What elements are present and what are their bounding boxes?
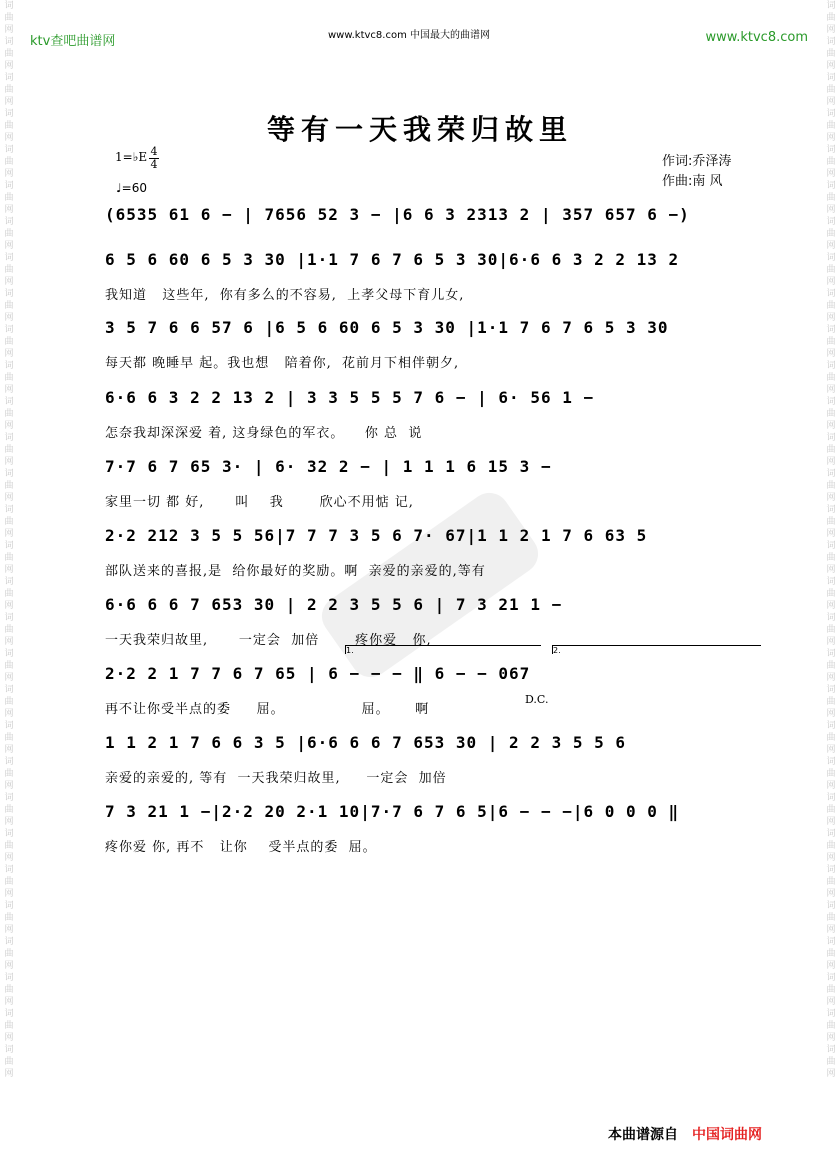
side-watermark-left: 词曲网词曲网词曲网词曲网词曲网词曲网词曲网词曲网词曲网词曲网词曲网词曲网词曲网词曲网词曲网词曲网词曲网词曲网词曲网词曲网词曲网词曲网词曲网词曲网词曲网词曲网词曲网词曲网词曲网词曲网 (4, 1, 14, 1079)
first-ending-bracket (345, 645, 541, 654)
notes-line: 6·6 6 6 7 653 30 | 2 2 3 5 5 6 | 7 3 21 1 − (105, 595, 563, 614)
notes-line: 7 3 21 1 −|2·2 20 2·1 10|7·7 6 7 6 5|6 − − −|6 0 0 0 ‖ (105, 802, 680, 821)
lyrics-line: 怎奈我却深深爱 着, 这身绿色的军衣。 你 总 说 (105, 426, 423, 441)
notes-line: 6 5 6 60 6 5 3 30 |1·1 7 6 7 6 5 3 30|6·6 6 3 2 2 13 2 (105, 250, 680, 269)
header-middle-text: www.ktvc8.com 中国最大的曲谱网 (328, 30, 491, 41)
lyrics-line: 每天都 晚睡早 起。我也想 陪着你, 花前月下相伴朝夕, (105, 356, 460, 371)
footer-source (608, 1124, 762, 1144)
tempo-marking: ♩=60 (116, 181, 147, 195)
lyrics-line: 再不让你受半点的委 屈。 屈。 啊 (105, 702, 430, 717)
lyrics-line: 一天我荣归故里, 一定会 加倍 疼你爱 你, (105, 633, 432, 648)
notes-line: 6·6 6 3 2 2 13 2 | 3 3 5 5 5 7 6 − | 6· 56 1 − (105, 388, 595, 407)
credits (662, 152, 731, 192)
key-signature: 1=♭E (115, 150, 148, 164)
song-title: 等有一天我荣归故里 (266, 113, 573, 146)
lyrics-line: 亲爱的亲爱的, 等有 一天我荣归故里, 一定会 加倍 (105, 771, 447, 786)
notes-line: 3 5 7 6 6 57 6 |6 5 6 60 6 5 3 30 |1·1 7 6 7 6 5 3 30 (105, 318, 669, 337)
lyrics-line: 家里一切 都 好, 叫 我 欣心不用惦 记, (105, 495, 414, 510)
notes-line: 2·2 212 3 5 5 56|7 7 7 3 5 6 7· 67|1 1 2 1 7 6 63 5 (105, 526, 648, 545)
second-ending-label: 2. (553, 646, 561, 655)
header-right-site[interactable]: www.ktvc8.com (705, 30, 808, 45)
lyrics-line: 部队送来的喜报,是 给你最好的奖励。啊 亲爱的亲爱的,等有 (105, 564, 486, 579)
time-signature-top: 4 (150, 145, 158, 158)
notes-line: 1 1 2 1 7 6 6 3 5 |6·6 6 6 7 653 30 | 2 2 3 5 5 6 (105, 733, 627, 752)
notes-line: 2·2 2 1 7 7 6 7 65 | 6 − − − ‖ 6 − − 067 (105, 664, 531, 683)
lyrics-line: 疼你爱 你, 再不 让你 受半点的委 屈。 (105, 840, 377, 855)
second-ending-bracket (552, 645, 761, 654)
time-signature (149, 146, 159, 171)
footer-label: 本曲谱源自 (608, 1127, 678, 1143)
time-signature-bottom: 4 (150, 158, 158, 171)
notes-line: 7·7 6 7 65 3· | 6· 32 2 − | 1 1 1 6 15 3 − (105, 457, 552, 476)
first-ending-label: 1. (346, 646, 354, 655)
lyrics-line: 我知道 这些年, 你有多么的不容易, 上孝父母下育儿女, (105, 288, 465, 303)
lyricist: 作词:乔泽涛 (662, 154, 732, 169)
da-capo-marking: D.C. (525, 693, 549, 706)
footer-site-link[interactable]: 中国词曲网 (692, 1127, 762, 1143)
composer: 作曲:南 风 (662, 174, 723, 189)
notes-line: (6535 61 6 − | 7656 52 3 − |6 6 3 2313 2 | 357 657 6 −) (105, 205, 690, 224)
side-watermark-right: 词曲网词曲网词曲网词曲网词曲网词曲网词曲网词曲网词曲网词曲网词曲网词曲网词曲网词曲网词曲网词曲网词曲网词曲网词曲网词曲网词曲网词曲网词曲网词曲网词曲网词曲网词曲网词曲网词曲网词曲网 (826, 1, 836, 1079)
header-left-site[interactable]: ktv查吧曲谱网 (30, 34, 116, 49)
